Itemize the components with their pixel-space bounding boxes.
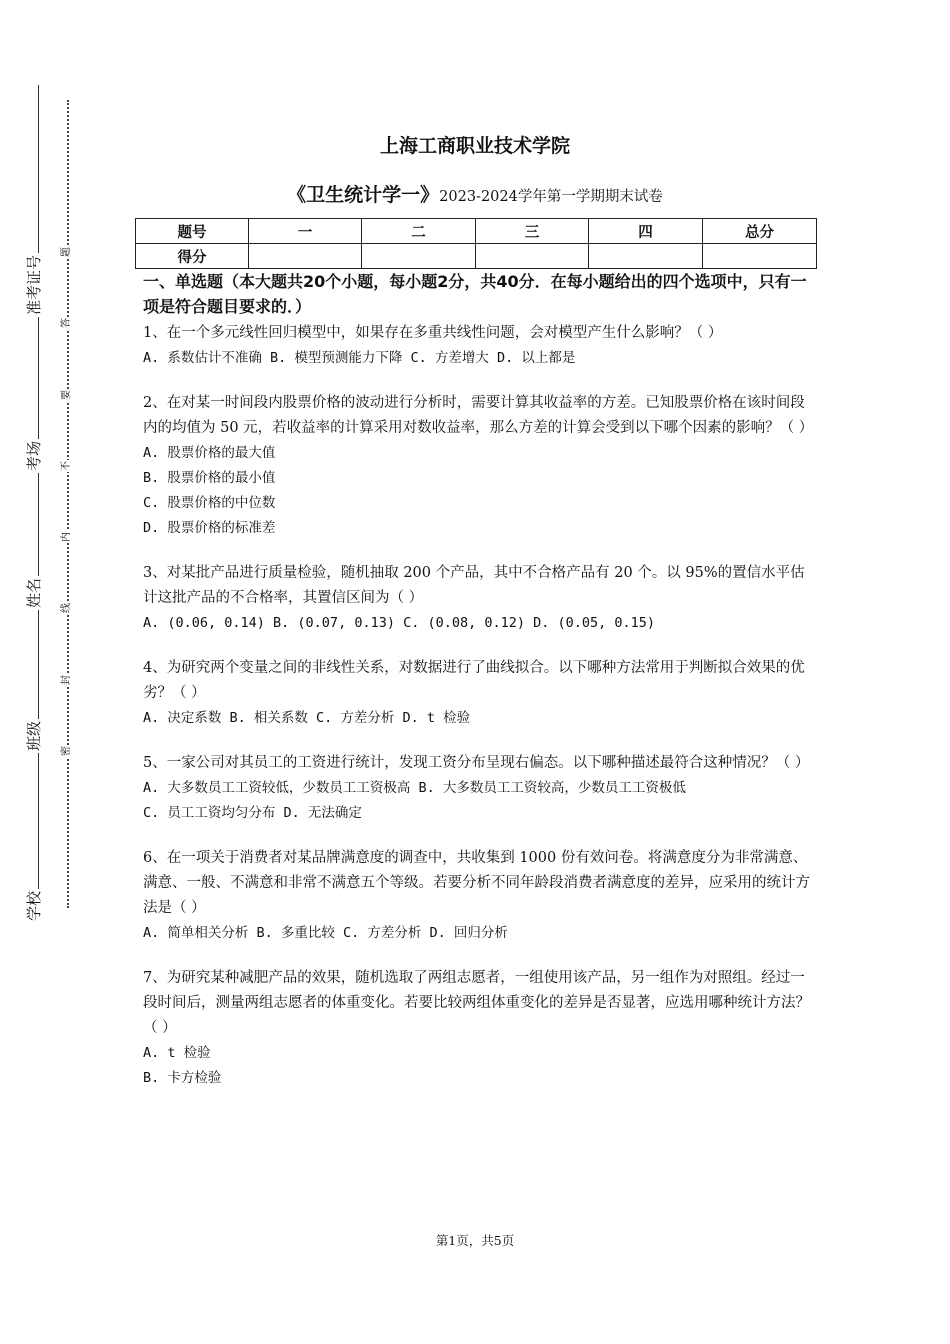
seal-char: 答 <box>61 318 72 328</box>
seal-char: 封 <box>61 675 72 685</box>
question-options: A. 系数估计不准确 B. 模型预测能力下降 C. 方差增大 D. 以上都是 <box>143 350 576 366</box>
question <box>143 751 811 826</box>
section-title: 一、单选题（本大题共20个小题，每小题2分，共40分．在每小题给出的四个选项中，只有一项是符合题目要求的．） <box>143 272 807 316</box>
question-option: A. t 检验 <box>143 1045 211 1061</box>
score-table-cell: 得分 <box>136 244 249 269</box>
score-input-cell[interactable] <box>249 244 362 269</box>
question-text: 1、在一个多元线性回归模型中，如果存在多重共线性问题，会对模型产生什么影响？（ ） <box>143 325 723 341</box>
score-input-cell[interactable] <box>362 244 476 269</box>
seal-char: 不 <box>61 461 72 471</box>
question-options: A. 大多数员工工资较低，少数员工工资极高 B. 大多数员工工资较高，少数员工工资极低 <box>143 780 686 796</box>
seal-char: 线 <box>61 603 72 613</box>
question-option: B. 卡方检验 <box>143 1070 222 1086</box>
question-options: A. (0.06, 0.14) B. (0.07, 0.13) C. (0.08, 0.12) D. (0.05, 0.15) <box>143 615 656 631</box>
question-option: D. 股票价格的标准差 <box>143 520 276 536</box>
question-option: C. 股票价格的中位数 <box>143 495 276 511</box>
seal-char: 要 <box>61 390 72 400</box>
school-name: 上海工商职业技术学院 <box>379 135 570 157</box>
question-options: A. 简单相关分析 B. 多重比较 C. 方差分析 D. 回归分析 <box>143 925 508 941</box>
score-table-header-row <box>136 219 817 244</box>
score-table-cell: 一 <box>249 219 362 244</box>
question-option: A. 股票价格的最大值 <box>143 445 276 461</box>
score-table-score-row <box>136 244 817 269</box>
question <box>143 656 811 731</box>
question <box>143 846 811 946</box>
question-text: 7、为研究某种减肥产品的效果，随机选取了两组志愿者，一组使用该产品，另一组作为对照组。经过一段时间后，测量两组志愿者的体重变化。若要比较两组体重变化的差异是否显著，应选用哪种统计方法？（ ） <box>143 970 810 1036</box>
question-text: 4、为研究两个变量之间的非线性关系，对数据进行了曲线拟合。以下哪种方法常用于判断拟合效果的优劣？（ ） <box>143 660 805 701</box>
score-table-cell: 二 <box>362 219 476 244</box>
score-input-cell[interactable] <box>589 244 703 269</box>
question-text: 5、一家公司对其员工的工资进行统计，发现工资分布呈现右偏态。以下哪种描述最符合这种情况？（ ） <box>143 755 810 771</box>
exam-title <box>0 180 950 207</box>
score-input-cell[interactable] <box>703 244 817 269</box>
score-input-cell[interactable] <box>476 244 589 269</box>
exam-content <box>143 269 814 1091</box>
seal-char: 密 <box>61 746 72 756</box>
exam-room-label: 考场 <box>25 440 43 472</box>
score-table-cell: 题号 <box>136 219 249 244</box>
question-text: 6、在一项关于消费者对某品牌满意度的调查中，共收集到 1000 份有效问卷。将满意度分为非常满意、满意、一般、不满意和非常不满意五个等级。若要分析不同年龄段消费者满意度的差异，应采用的统计方法是（ ） <box>143 850 810 916</box>
question <box>143 321 811 371</box>
score-table <box>135 218 817 269</box>
course-name: 《卫生统计学一》 <box>287 184 440 206</box>
exam-term: 2023-2024学年第一学期期末试卷 <box>439 189 663 205</box>
name-label: 姓名 <box>25 577 43 609</box>
question <box>143 966 811 1091</box>
seal-char: 内 <box>61 532 72 542</box>
question-options: A. 决定系数 B. 相关系数 C. 方差分析 D. t 检验 <box>143 710 471 726</box>
binding-line <box>38 85 39 918</box>
question <box>143 561 811 636</box>
exam-number-label: 准考证号 <box>25 254 43 316</box>
page-footer: 第1页，共5页 <box>435 1233 515 1248</box>
question-options: C. 员工工资均匀分布 D. 无法确定 <box>143 805 362 821</box>
question <box>143 391 814 541</box>
class-label: 班级 <box>25 720 43 752</box>
score-table-cell: 四 <box>589 219 703 244</box>
question-text: 2、在对某一时间段内股票价格的波动进行分析时，需要计算其收益率的方差。已知股票价格在该时间段内的均值为 50 元，若收益率的计算采用对数收益率，那么方差的计算会受到以下哪个因素的影响？（ ） <box>143 395 814 436</box>
seal-dotted-line <box>67 100 69 908</box>
seal-char: 题 <box>61 247 72 257</box>
score-table-cell: 总分 <box>703 219 817 244</box>
score-table-cell: 三 <box>476 219 589 244</box>
school-label: 学校 <box>25 890 43 922</box>
question-text: 3、对某批产品进行质量检验，随机抽取 200 个产品，其中不合格产品有 20 个。以 95%的置信水平估计这批产品的不合格率，其置信区间为（ ） <box>143 565 805 606</box>
question-option: B. 股票价格的最小值 <box>143 470 276 486</box>
